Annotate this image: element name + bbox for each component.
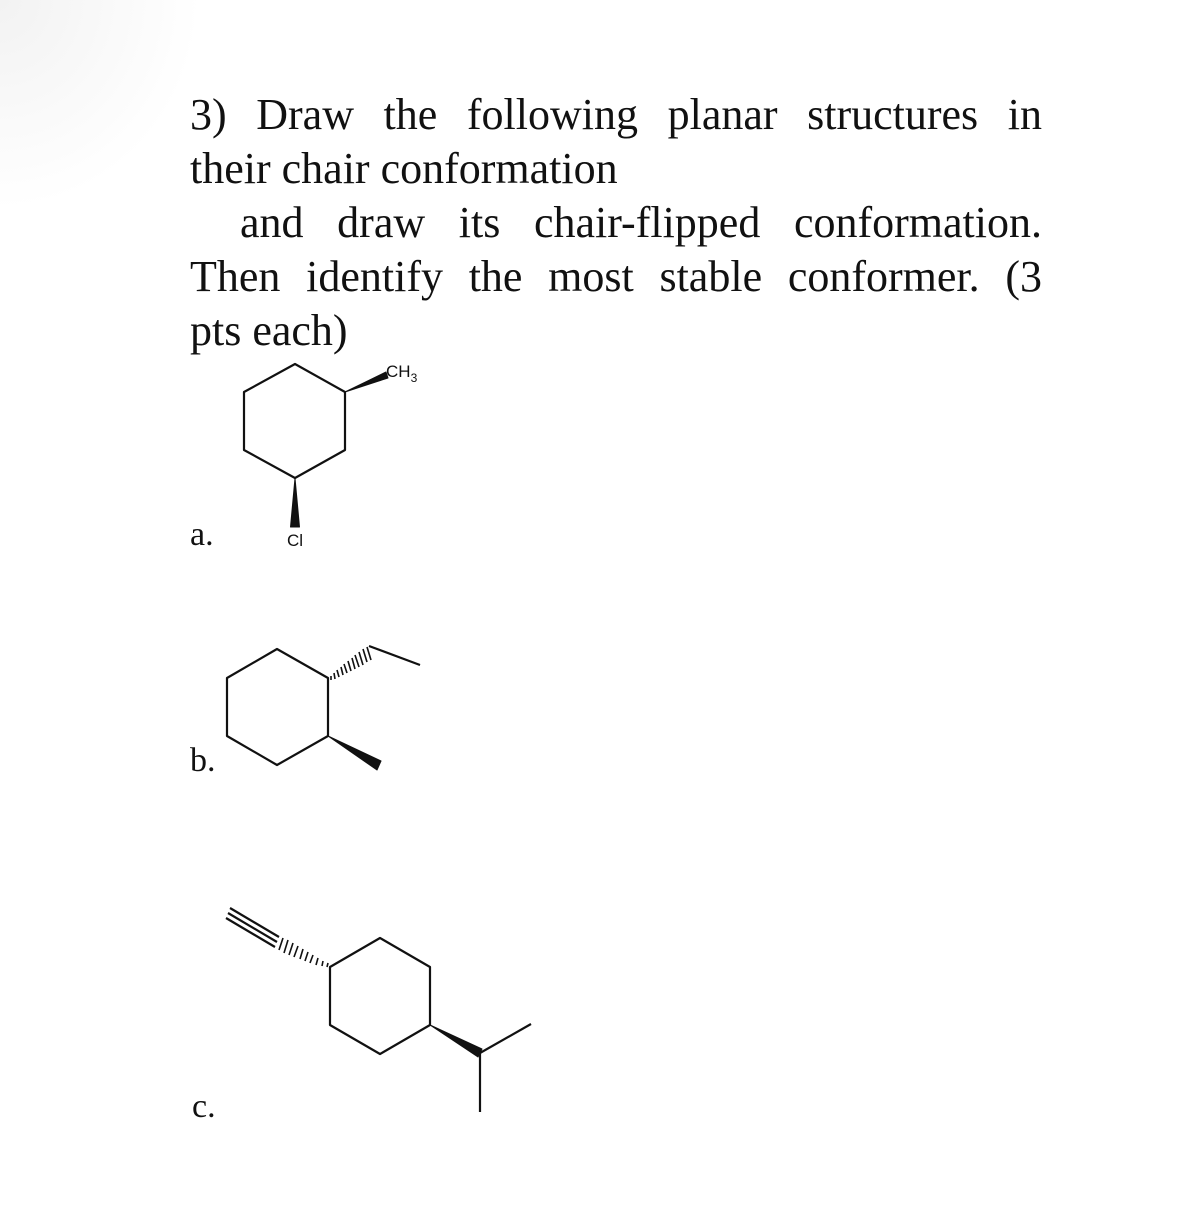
structure-b-ring — [227, 649, 328, 765]
structure-a-wedge-cl — [291, 478, 300, 527]
structure-a-cl-label: Cl — [287, 531, 304, 550]
part-a-label: a. — [190, 516, 214, 553]
question-line-3: and draw its chair-flipped conformation. — [240, 198, 1042, 247]
structure-c — [226, 908, 531, 1112]
structure-c-hash-wedge — [279, 938, 328, 967]
structure-a-wedge-ch3 — [345, 372, 388, 392]
part-b-label: b. — [190, 742, 216, 779]
structure-b — [227, 646, 420, 770]
structure-b-ethyl-bond — [369, 646, 420, 665]
part-c-label: c. — [192, 1088, 216, 1125]
structure-c-ring — [330, 938, 430, 1054]
structure-b-wedge-methyl — [328, 736, 381, 770]
question-line-2: their chair conformation — [190, 144, 618, 193]
question-line-4: Then identify the most stable conformer. (3 — [190, 252, 1042, 301]
structure-a — [244, 364, 388, 527]
structure-c-isopropyl-bond-up — [480, 1024, 531, 1053]
structure-c-wedge-isopropyl — [430, 1025, 482, 1057]
question-line-1: 3) Draw the following planar structures in — [190, 90, 1042, 139]
structure-b-hash-wedge — [331, 647, 371, 680]
structure-a-ring — [244, 364, 345, 478]
structure-c-alkyne-bond-3 — [226, 918, 275, 947]
structure-c-alkyne-bond-1 — [230, 908, 279, 937]
structure-c-alkyne-bond-2 — [228, 913, 277, 942]
question-line-5: pts each) — [190, 306, 348, 355]
structure-a-ch3-label: $CH_3$ — [386, 362, 418, 385]
